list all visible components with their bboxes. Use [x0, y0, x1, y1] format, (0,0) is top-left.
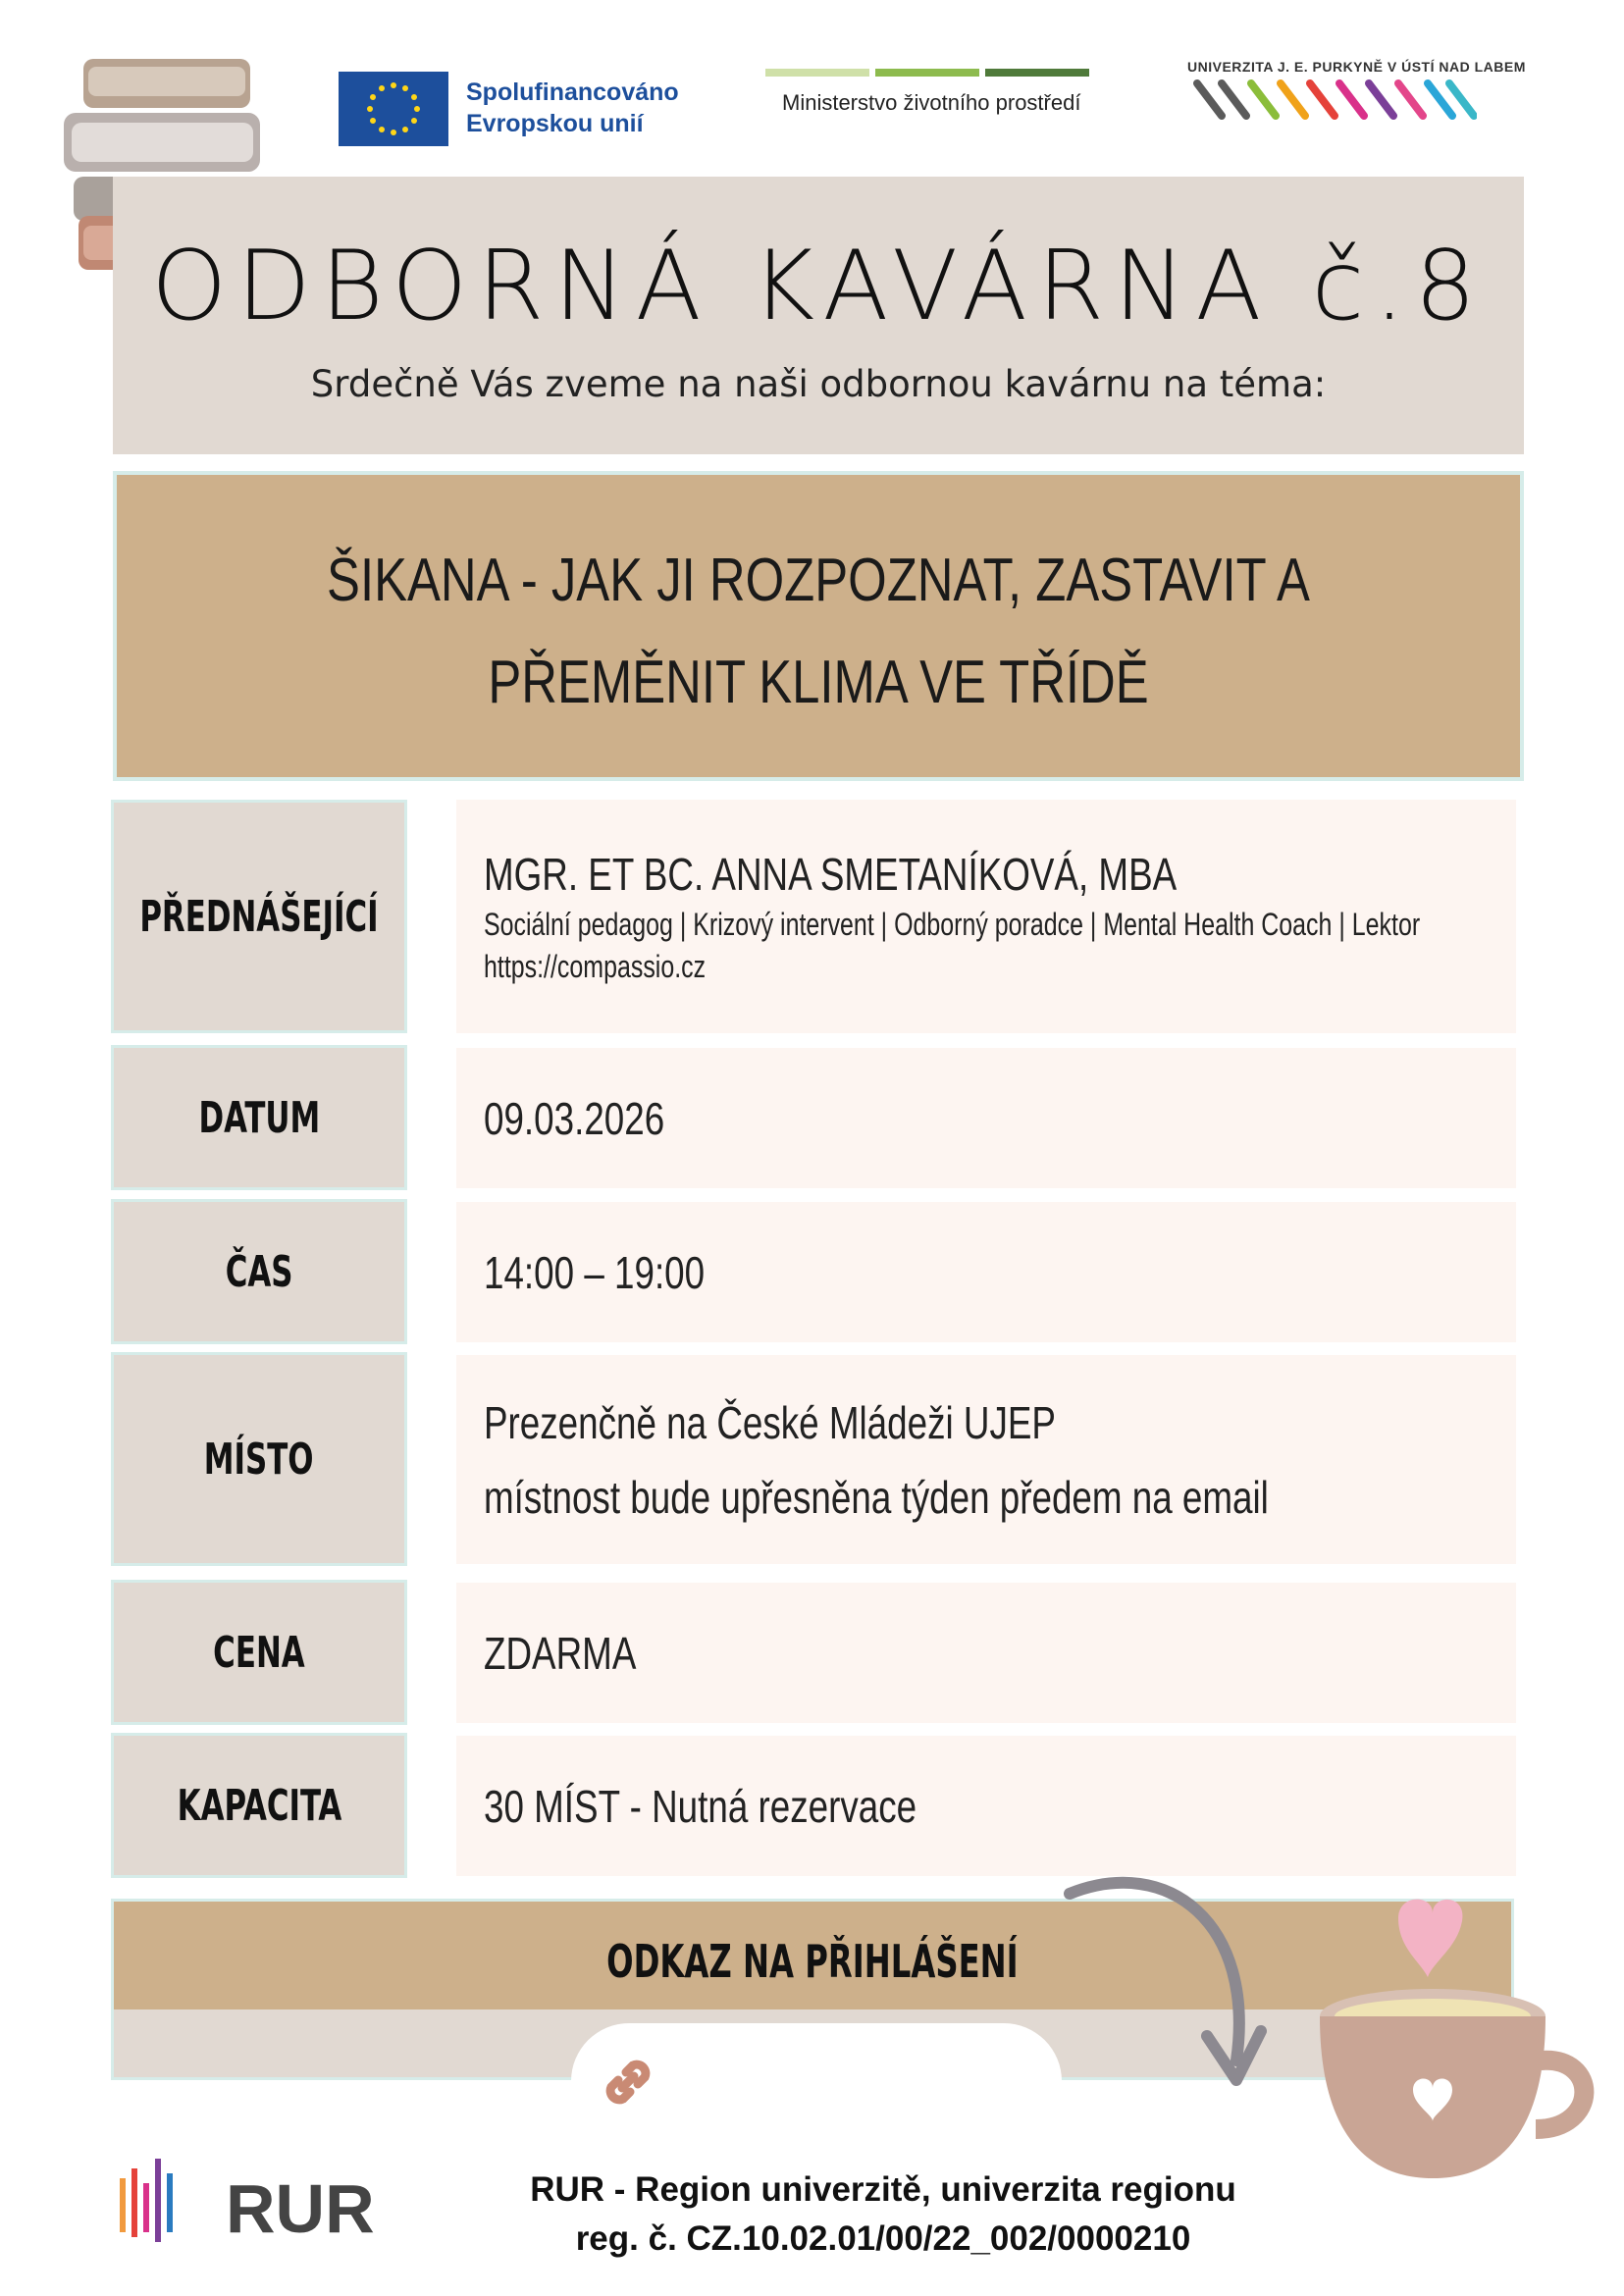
- eu-cofinancing-text: [466, 77, 679, 139]
- place-label: MÍSTO: [204, 1434, 314, 1485]
- capacity-label: KAPACITA: [177, 1780, 341, 1831]
- rur-logo: [118, 2154, 383, 2252]
- topic-line-2: PŘEMĚNIT KLIMA VE TŘÍDĚ: [488, 649, 1149, 716]
- place-line-1: Prezenčně na České Mládeži UJEP: [484, 1396, 1056, 1448]
- link-icon[interactable]: [589, 2043, 667, 2121]
- date-value-cell: [456, 1048, 1516, 1188]
- capacity-value-cell: [456, 1736, 1516, 1876]
- page-title: ODBORNÁ KAVÁRNA č.8: [151, 231, 1486, 342]
- price-value-cell: [456, 1583, 1516, 1723]
- place-value-cell: [456, 1355, 1516, 1564]
- price-value: ZDARMA: [484, 1627, 637, 1679]
- speaker-roles: Sociální pedagog | Krizový intervent | Odborný poradce | Mental Health Coach | Lektor: [484, 907, 1421, 942]
- speaker-value-cell: [456, 800, 1516, 1033]
- place-label-cell: [111, 1352, 407, 1566]
- ministry-logo-bars: [765, 69, 1089, 77]
- rur-logo-text: RUR: [226, 2170, 375, 2247]
- price-label: CENA: [213, 1627, 305, 1678]
- date-label: DATUM: [198, 1092, 320, 1143]
- time-value: 14:00 – 19:00: [484, 1246, 706, 1298]
- invitation-subtitle: Srdečně Vás zveme na naši odbornou kavárnu na téma:: [310, 363, 1327, 405]
- ujep-logo-icon: [1192, 78, 1477, 123]
- eu-text-line2: Evropskou unií: [466, 110, 644, 137]
- time-label-cell: [111, 1199, 407, 1344]
- footer-registration-number: reg. č. CZ.10.02.01/00/22_002/0000210: [575, 2219, 1191, 2258]
- footer-project-name: RUR - Region univerzitě, univerzita regionu: [530, 2170, 1236, 2209]
- university-name: UNIVERZITA J. E. PURKYNĚ V ÚSTÍ NAD LABEM: [1187, 59, 1526, 75]
- speaker-website-link[interactable]: https://compassio.cz: [484, 949, 707, 984]
- topic-line-1: ŠIKANA - JAK JI ROZPOZNAT, ZASTAVIT A: [327, 547, 1310, 614]
- time-label: ČAS: [225, 1246, 293, 1297]
- speaker-label-cell: [111, 800, 407, 1033]
- coffee-cup-icon: [1305, 1894, 1599, 2198]
- time-value-cell: [456, 1202, 1516, 1342]
- date-value: 09.03.2026: [484, 1092, 665, 1144]
- capacity-label-cell: [111, 1733, 407, 1878]
- speaker-label: PŘEDNÁŠEJÍCÍ: [139, 891, 379, 942]
- price-label-cell: [111, 1580, 407, 1725]
- eu-text-line1: Spolufinancováno: [466, 78, 679, 106]
- curved-arrow-icon: [1060, 1864, 1285, 2119]
- registration-label: ODKAZ NA PŘIHLÁŠENÍ: [606, 1935, 1019, 1988]
- capacity-value: 30 MÍST - Nutná rezervace: [484, 1780, 917, 1832]
- topic-text: [239, 530, 1396, 734]
- date-label-cell: [111, 1045, 407, 1190]
- place-line-2: místnost bude upřesněna týden předem na email: [484, 1471, 1269, 1523]
- ministry-name: Ministerstvo životního prostředí: [782, 90, 1081, 115]
- eu-flag-icon: [339, 72, 448, 146]
- speaker-name: MGR. ET BC. ANNA SMETANÍKOVÁ, MBA: [484, 849, 1178, 900]
